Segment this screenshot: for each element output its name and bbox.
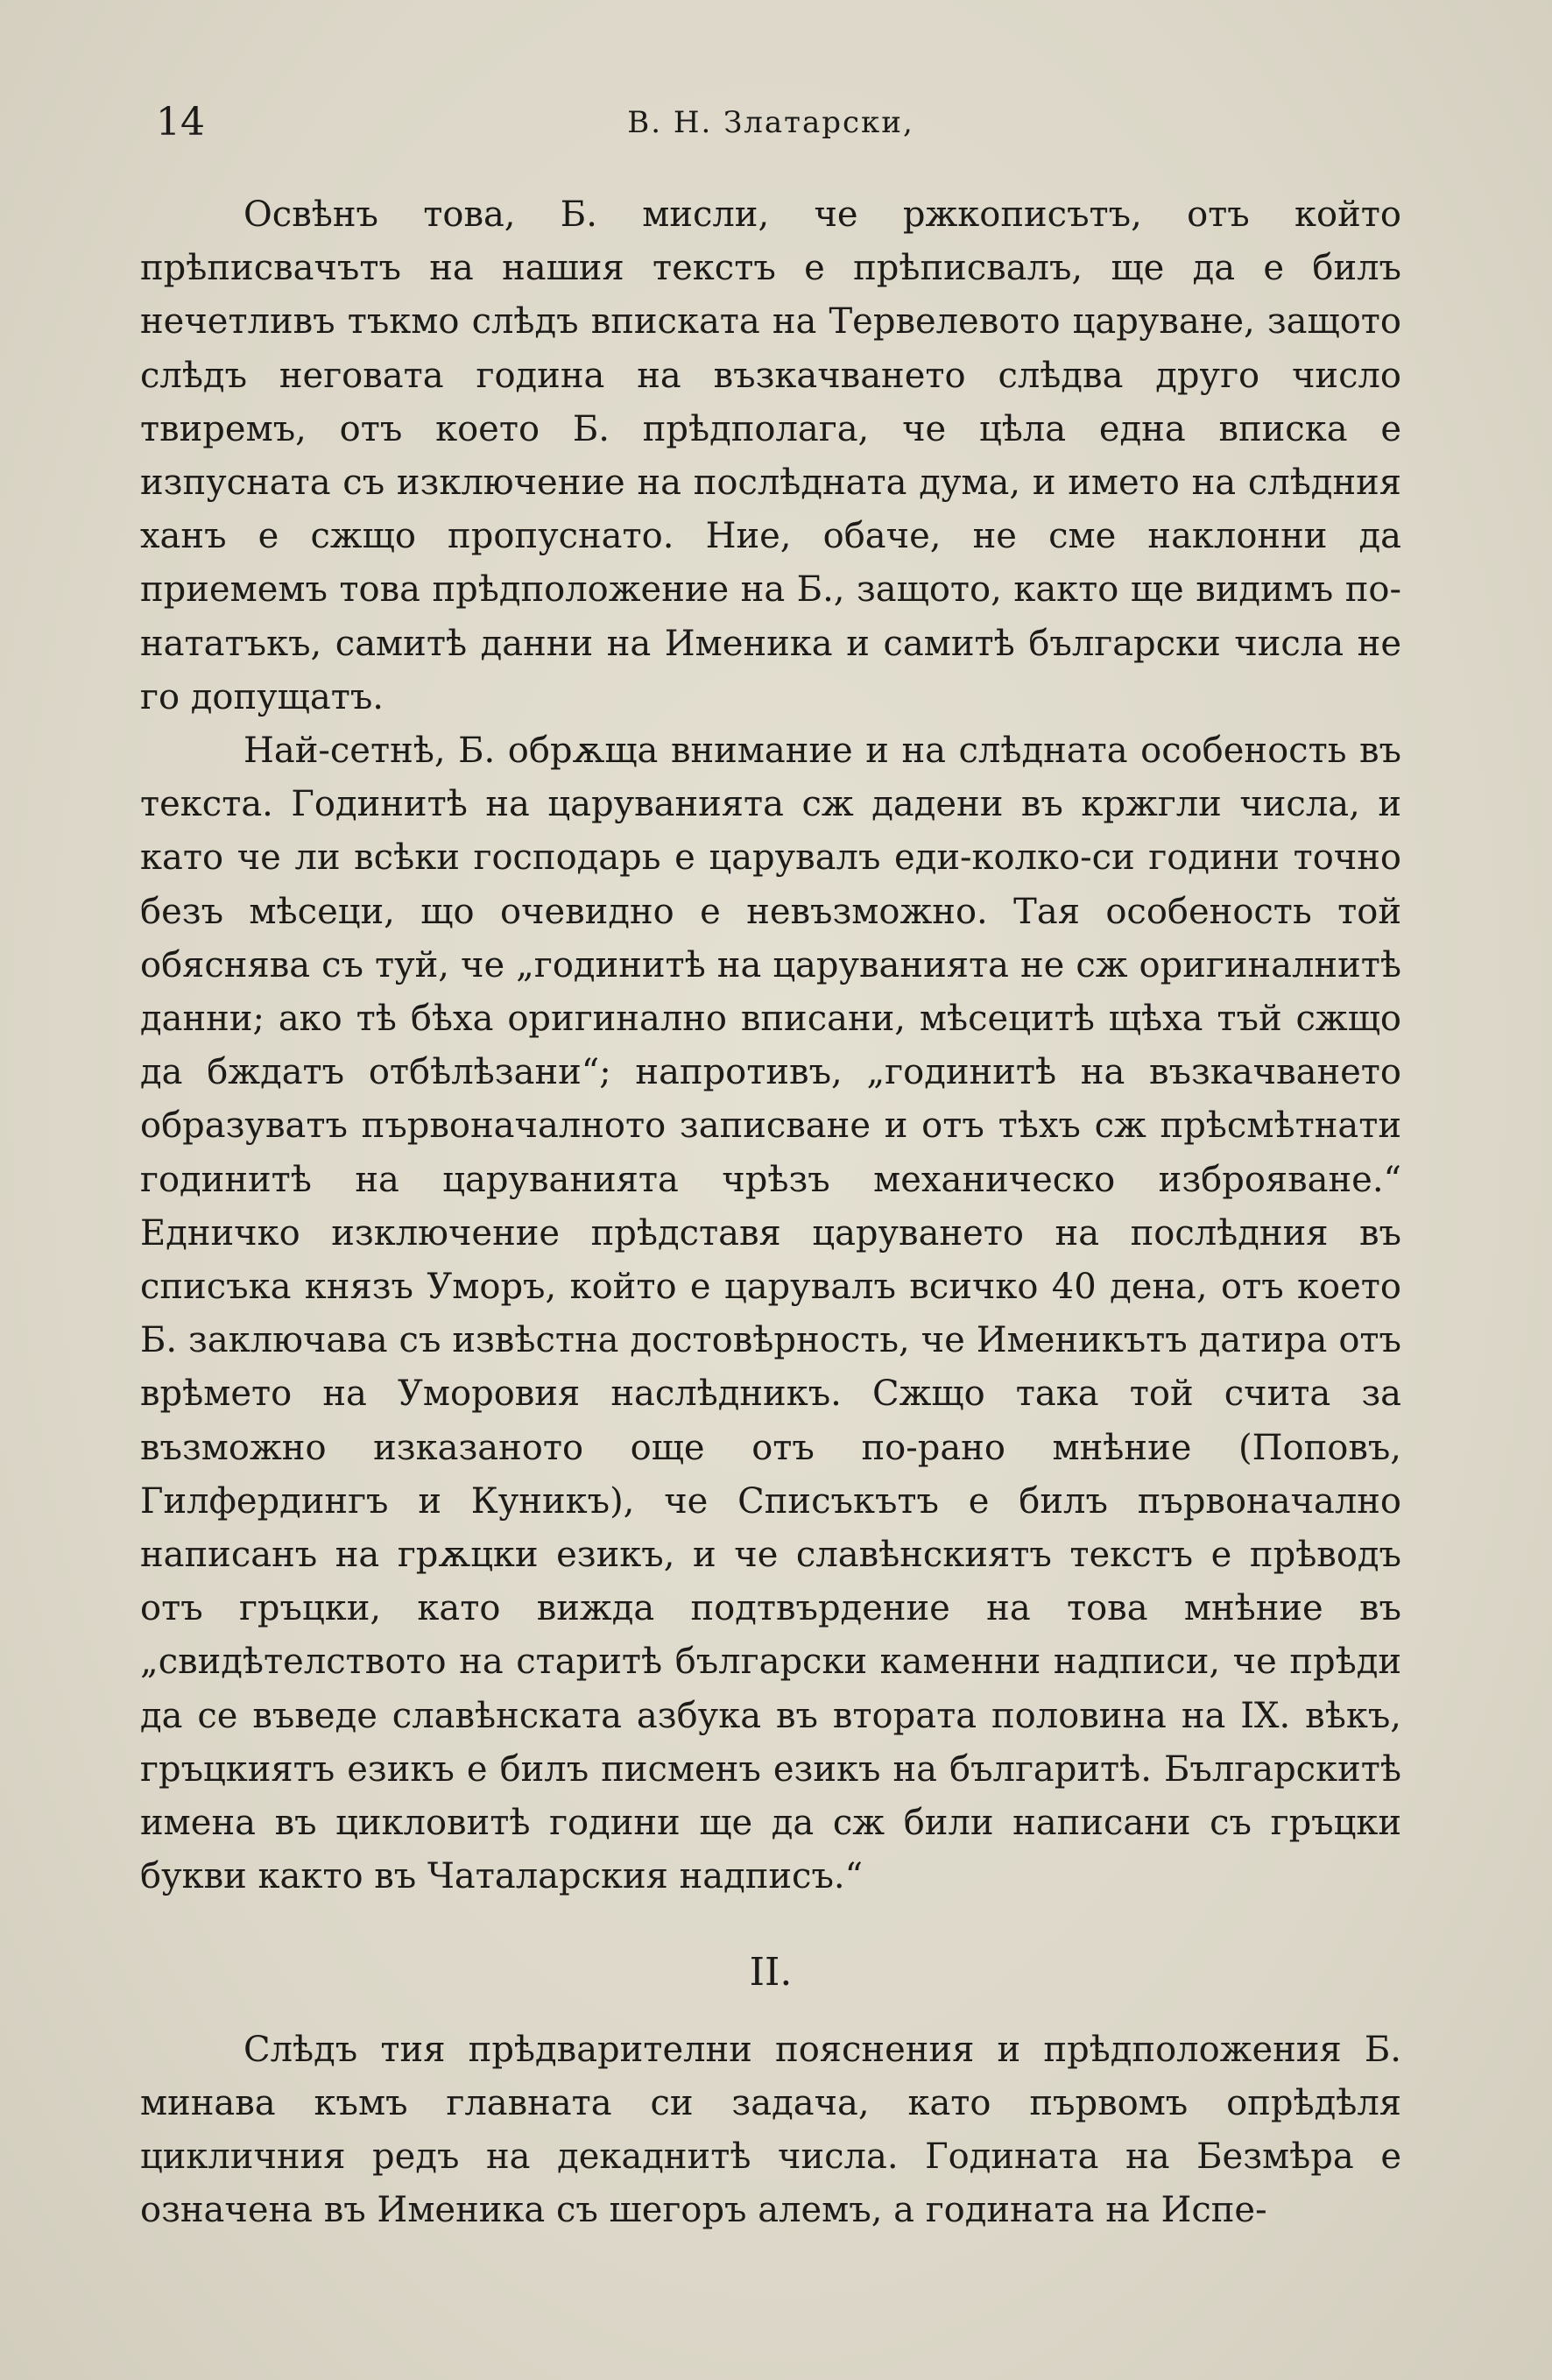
paragraph-1: Освѣнъ това, Б. мисли, че ржкописътъ, отъ който прѣписвачътъ на нашия текстъ е прѣписвалъ, ще да е билъ нечетливъ тъкмо слѣдъ вписката на Тервелевото царуване, защото слѣдъ неговата година на възкачването слѣдва друго число твиремъ, отъ което Б. прѣдполага, че цѣла една вписка е изпусната съ изключение на послѣдната дума, и името на слѣдния ханъ е сжщо пропуснато. Ние, обаче, не сме наклонни да приемемъ това прѣдположение на Б., защото, както ще видимъ по-нататъкъ, самитѣ данни на Именика и самитѣ български числа не го допущатъ.: [140, 194, 1401, 717]
page-number: 14: [156, 100, 205, 145]
paragraph-3: Слѣдъ тия прѣдварителни пояснения и прѣдположения Б. минава къмъ главната си задача, като първомъ опрѣдѣля цикличния редъ на декаднитѣ числа. Годината на Безмѣра е означена въ Именика съ шегоръ алемъ, а годината на Испе-: [140, 2029, 1401, 2231]
body-text: [140, 188, 1401, 2237]
page-header: [140, 92, 1401, 153]
section-heading: II.: [749, 1949, 793, 1995]
paragraph-2: Най-сетнѣ, Б. обрѫща внимание и на слѣдната особеность въ текста. Годинитѣ на царуванията сж дадени въ кржгли числа, и като че ли всѣки господарь е царувалъ еди-колко-си години точно безъ мѣсеци, що очевидно е невъзможно. Тая особеность той обяснява съ туй, че „годинитѣ на царуванията не сж оригиналнитѣ данни; ако тѣ бѣха оригинално вписани, мѣсецитѣ щѣха тъй сжщо да бждатъ отбѣлѣзани“; напротивъ, „годинитѣ на възкачването образуватъ първоначалното записване и отъ тѣхъ сж прѣсмѣтнати годинитѣ на царуванията чрѣзъ механическо изброяване.“ Едничко изключение прѣдставя царуването на послѣдния въ списъка князъ Уморъ, който е царувалъ всичко 40 дена, отъ което Б. заключава съ извѣстна достовѣрность, че Именикътъ датира отъ врѣмето на Уморовия наслѣдникъ. Сжщо така той счита за възможно изказаното още отъ по-рано мнѣние (Поповъ, Гилфердингъ и Куникъ), че Списъкътъ е билъ първоначално написанъ на грѫцки езикъ, и че славѣнскиятъ текстъ е прѣводъ отъ гръцки, като вижда подтвърдение на това мнѣние въ „свидѣтелството на старитѣ български каменни надписи, че прѣди да се въведе славѣнската азбука въ втората половина на IX. вѣкъ, гръцкиятъ езикъ е билъ писменъ езикъ на българитѣ. Българскитѣ имена въ цикловитѣ години ще да сж били написани съ гръцки букви както въ Чаталарския надписъ.“: [140, 731, 1401, 1897]
running-head: В. Н. Златарски,: [627, 105, 914, 140]
